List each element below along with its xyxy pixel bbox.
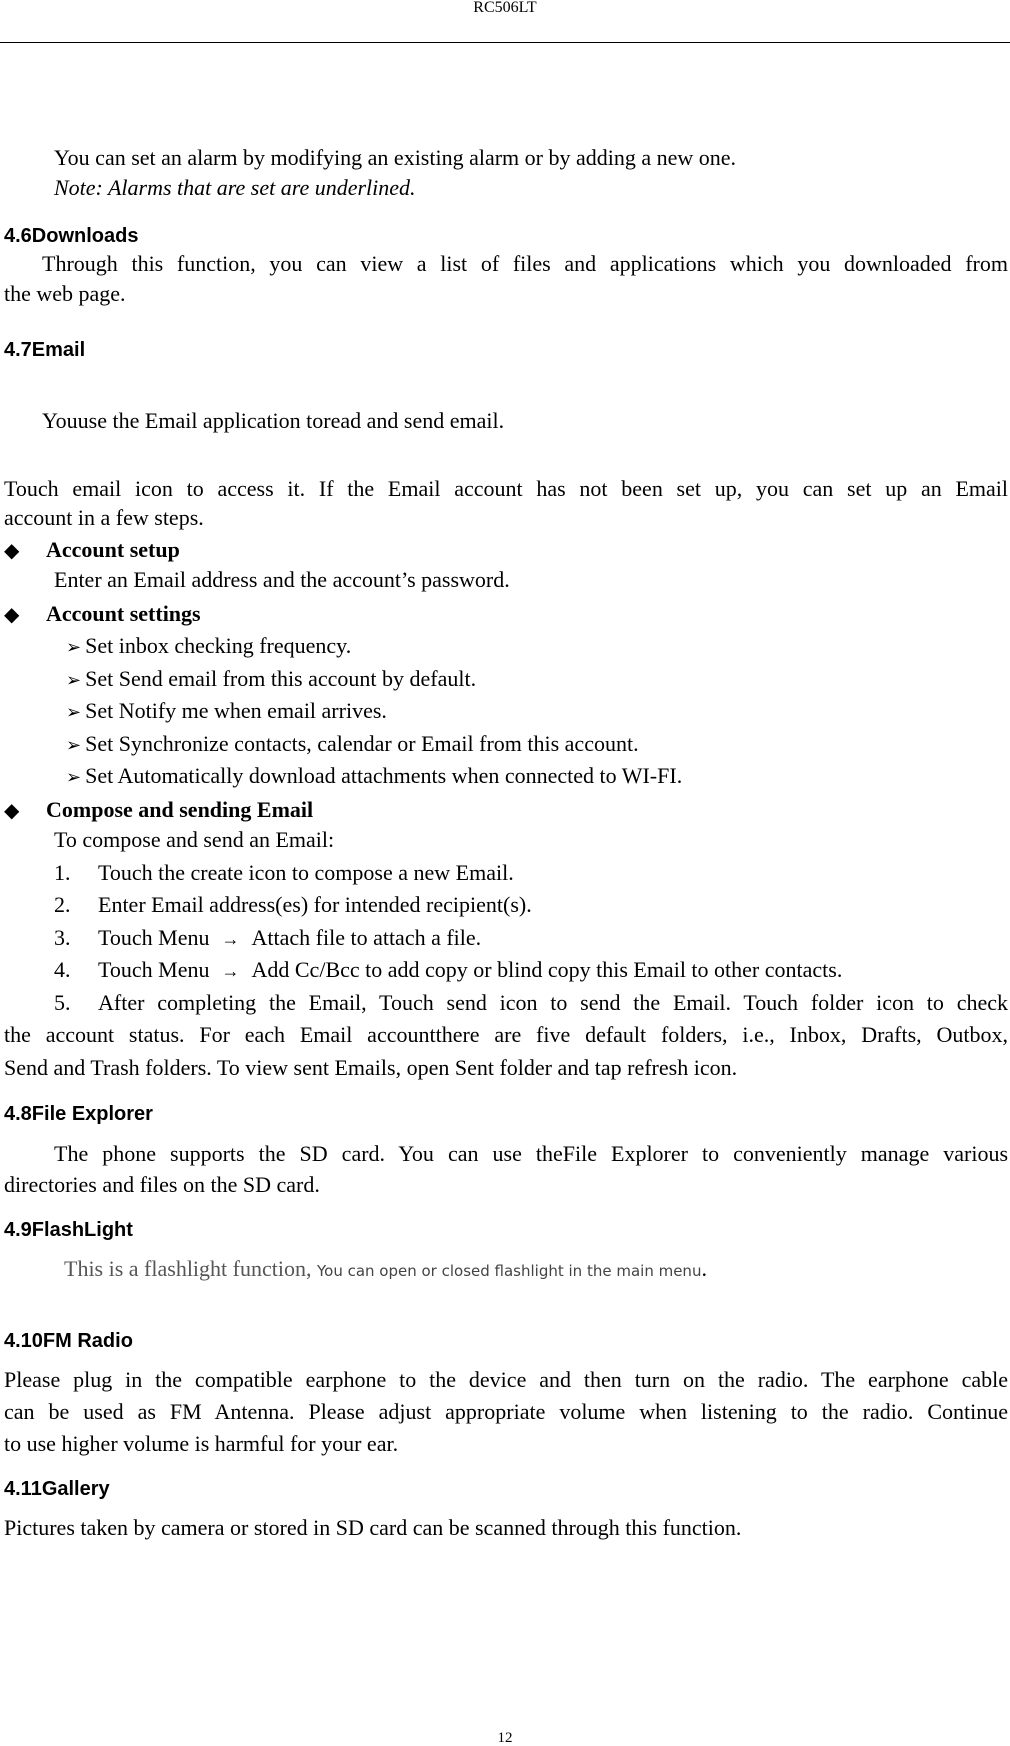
section-heading-file-explorer: 4.8File Explorer <box>4 1103 153 1125</box>
compose-intro: To compose and send an Email: <box>54 827 335 852</box>
step5-continuation-line2: Send and Trash folders. To view sent Emails, open Sent folder and tap refresh icon. <box>4 1055 738 1080</box>
pointer-bullet-icon: ➢ <box>66 702 82 722</box>
file-explorer-paragraph-line2: directories and files on the SD card. <box>4 1172 320 1197</box>
compose-step: 2. Enter Email address(es) for intended recipient(s). <box>54 892 532 917</box>
email-intro: Youuse the Email application toread and send email. <box>42 408 505 433</box>
right-arrow-icon: → <box>221 929 240 949</box>
compose-step: 4. Touch Menu → Add Cc/Bcc to add copy or blind copy this Email to other contacts. <box>54 955 842 986</box>
alarm-paragraph: You can set an alarm by modifying an existing alarm or by adding a new one. <box>54 145 737 170</box>
section-heading-gallery: 4.11Gallery <box>4 1478 110 1500</box>
compose-step: 1. Touch the create icon to compose a new Email. <box>54 860 514 885</box>
downloads-paragraph-line1: Through this function, you can view a list of files and applications which you downloaded from <box>42 251 1008 276</box>
account-settings-label: Account settings <box>46 601 201 626</box>
email-paragraph-line1: Touch email icon to access it. If the Email account has not been set up, you can set up an Email <box>4 476 1008 501</box>
pointer-bullet-icon: ➢ <box>66 767 82 787</box>
settings-item: ➢ Set inbox checking frequency. <box>66 633 352 658</box>
bullet-account-settings <box>4 599 201 630</box>
settings-item: ➢ Set Notify me when email arrives. <box>66 698 387 723</box>
account-setup-text: Enter an Email address and the account’s password. <box>54 567 510 592</box>
diamond-bullet-icon: ◆ <box>4 540 20 562</box>
settings-item: ➢ Set Synchronize contacts, calendar or Email from this account. <box>66 731 639 756</box>
header-title: RC506LT <box>473 0 537 16</box>
settings-item: ➢ Set Automatically download attachments when connected to WI-FI. <box>66 763 683 788</box>
pointer-bullet-icon: ➢ <box>66 670 82 690</box>
compose-step: 3. Touch Menu → Attach file to attach a file. <box>54 923 481 954</box>
bullet-compose <box>4 795 313 826</box>
diamond-bullet-icon: ◆ <box>4 800 20 822</box>
bullet-account-setup <box>4 535 180 566</box>
diamond-bullet-icon: ◆ <box>4 604 20 626</box>
account-setup-label: Account setup <box>46 537 180 562</box>
page-number: 12 <box>497 1730 513 1746</box>
compose-step: 5. After completing the Email, Touch send icon to send the Email. Touch folder icon to check <box>54 990 1008 1015</box>
pointer-bullet-icon: ➢ <box>66 637 82 657</box>
email-paragraph-line2: account in a few steps. <box>4 505 204 530</box>
downloads-paragraph-line2: the web page. <box>4 281 126 306</box>
file-explorer-paragraph-line1: The phone supports the SD card. You can use theFile Explorer to conveniently manage various <box>54 1141 1008 1166</box>
fm-radio-paragraph-line2: can be used as FM Antenna. Please adjust appropriate volume when listening to the radio. Continue <box>4 1399 1008 1424</box>
page-header <box>0 0 1010 43</box>
section-heading-downloads: 4.6Downloads <box>4 225 139 247</box>
section-heading-flashlight: 4.9FlashLight <box>4 1219 133 1241</box>
fm-radio-paragraph-line1: Please plug in the compatible earphone to the device and then turn on the radio. The earphone cable <box>4 1367 1008 1392</box>
section-heading-fm-radio: 4.10FM Radio <box>4 1330 133 1352</box>
page-footer <box>0 1730 1010 1746</box>
compose-label: Compose and sending Email <box>46 797 314 822</box>
right-arrow-icon: → <box>221 961 240 981</box>
section-heading-email: 4.7Email <box>4 339 86 361</box>
pointer-bullet-icon: ➢ <box>66 735 82 755</box>
fm-radio-paragraph-line3: to use higher volume is harmful for your ear. <box>4 1431 399 1456</box>
flashlight-paragraph: This is a flashlight function, You can open or closed flashlight in the main menu. <box>64 1256 707 1281</box>
step5-continuation-line1: the account status. For each Email accountthere are five default folders, i.e., Inbox, Drafts, Outbox, <box>4 1022 1008 1047</box>
gallery-paragraph: Pictures taken by camera or stored in SD card can be scanned through this function. <box>4 1515 742 1540</box>
alarm-note: Note: Alarms that are set are underlined. <box>54 175 416 200</box>
settings-item: ➢ Set Send email from this account by default. <box>66 666 477 691</box>
